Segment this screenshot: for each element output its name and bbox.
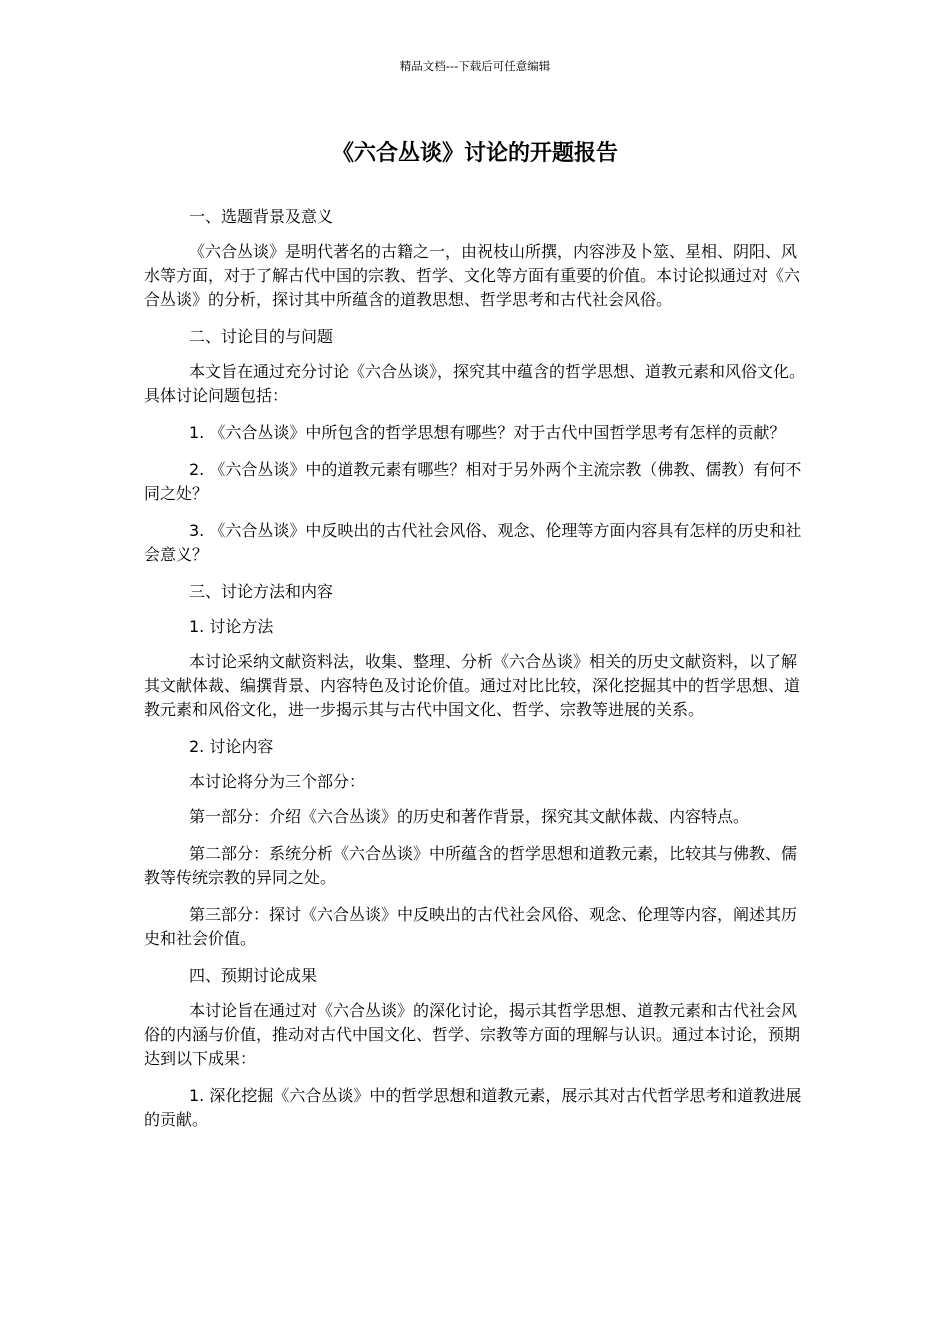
page-header-note: 精品文档---下载后可任意编辑: [399, 59, 551, 73]
section-heading-purpose: 二、讨论目的与问题: [189, 327, 334, 346]
section-heading-outcomes: 四、预期讨论成果: [189, 966, 318, 985]
question-item-1: 1. 《六合丛谈》中所包含的哲学思想有哪些？对于古代中国哲学思考有怎样的贡献？: [189, 423, 786, 442]
content-part-2: 第二部分：系统分析《六合丛谈》中所蕴含的哲学思想和道教元素，比较其与佛教、儒教等传统宗教的异同之处。: [144, 844, 798, 887]
document-title: 《六合丛谈》讨论的开题报告: [331, 141, 618, 166]
paragraph-outcomes: 本讨论旨在通过对《六合丛谈》的深化讨论，揭示其哲学思想、道教元素和古代社会风俗的内涵与价值，推动对古代中国文化、哲学、宗教等方面的理解与认识。通过本讨论，预期达到以下成果：: [144, 1001, 801, 1068]
paragraph-content-intro: 本讨论将分为三个部分：: [189, 772, 366, 791]
content-part-1: 第一部分：介绍《六合丛谈》的历史和著作背景，探究其文献体裁、内容特点。: [189, 807, 750, 826]
content-part-3: 第三部分：探讨《六合丛谈》中反映出的古代社会风俗、观念、伦理等内容，阐述其历史和社会价值。: [144, 905, 798, 948]
paragraph-method: 本讨论采纳文献资料法，收集、整理、分析《六合丛谈》相关的历史文献资料，以了解其文献体裁、编撰背景、内容特色及讨论价值。通过对比比较，深化挖掘其中的哲学思想、道教元素和风俗文化，进一步揭示其与古代中国文化、哲学、宗教等进展的关系。: [144, 652, 801, 719]
question-item-2: 2. 《六合丛谈》中的道教元素有哪些？相对于另外两个主流宗教（佛教、儒教）有何不同之处？: [144, 460, 802, 503]
section-heading-methods: 三、讨论方法和内容: [189, 582, 334, 601]
question-item-3: 3. 《六合丛谈》中反映出的古代社会风俗、观念、伦理等方面内容具有怎样的历史和社会意义？: [144, 521, 802, 564]
paragraph-background: 《六合丛谈》是明代著名的古籍之一，由祝枝山所撰，内容涉及卜筮、星相、阴阳、风水等方面，对于了解古代中国的宗教、哲学、文化等方面有重要的价值。本讨论拟通过对《六合丛谈》的分析，探讨其中所蕴含的道教思想、哲学思考和古代社会风俗。: [144, 242, 801, 309]
paragraph-purpose: 本文旨在通过充分讨论《六合丛谈》，探究其中蕴含的哲学思想、道教元素和风俗文化。具体讨论问题包括：: [144, 362, 806, 405]
subheading-content: 2. 讨论内容: [189, 737, 274, 756]
document-body: [144, 205, 806, 1145]
section-heading-background: 一、选题背景及意义: [189, 207, 334, 226]
outcome-item-1: 1. 深化挖掘《六合丛谈》中的哲学思想和道教元素，展示其对古代哲学思考和道教进展的贡献。: [144, 1086, 802, 1129]
subheading-method: 1. 讨论方法: [189, 617, 274, 636]
